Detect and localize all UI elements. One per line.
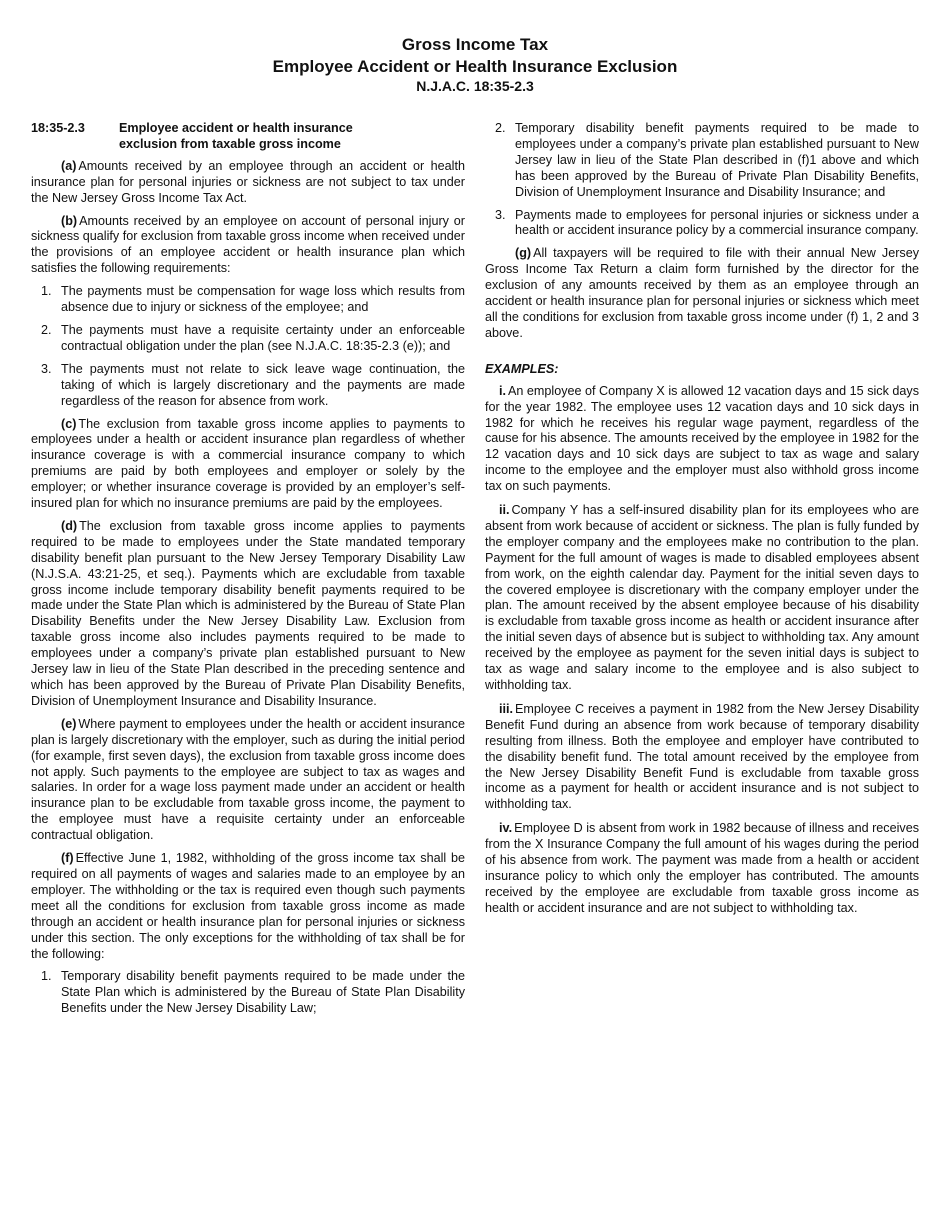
section-number: 18:35-2.3 (31, 121, 85, 135)
paragraph-a (31, 159, 465, 207)
example-i (485, 384, 919, 495)
paragraph-f-list-continued (485, 121, 919, 239)
example-label: ii. (499, 503, 510, 518)
paragraph-f-list (31, 969, 465, 1017)
example-text: An employee of Company X is allowed 12 vacation days and 15 sick days for the year 1982. The employee uses 12 vacation days and 10 sick days in 1982 for which he receives his regular wage payment, regardless of the cause for his absence. The amounts received by the employee in 1982 for the 12 vacation days and 10 sick days are subject to tax as wage and salary income to the employee and the employer must also withhold gross income tax on such payments. (485, 383, 919, 494)
left-column (31, 121, 465, 1024)
section-title-line1: Employee accident or health insurance (119, 121, 353, 135)
list-item-text: Temporary disability benefit payments required to be made to employees under a company’s private plan established pursuant to New Jersey law in lieu of the State Plan described in (f)1 above and which has been approved by the Bureau of Private Plan Disability Benefits, Division of Unemployment Insurance and Disability Insurance; and (515, 121, 919, 199)
list-item-number: 1. (41, 969, 52, 984)
list-item-number: 2. (41, 322, 52, 337)
list-item (31, 323, 465, 355)
example-ii (485, 503, 919, 694)
list-item-text: Payments made to employees for personal injuries or sickness under a health or accident insurance policy by a commercial insurance company. (515, 207, 919, 238)
list-item (31, 362, 465, 410)
paragraph-b-text: Amounts received by an employee on account of personal injury or sickness qualify for exclusion from taxable gross income when received under the provisions of an employee accident or health insurance plan which satisfies the following requirements: (31, 213, 465, 276)
paragraph-g (485, 246, 919, 341)
paragraph-d (31, 519, 465, 710)
example-text: Employee C receives a payment in 1982 from the New Jersey Disability Benefit Fund during an absence from work because of temporary disability resulting from illness. Both the employee and employer have contributed to the disability benefit fund. The total amount received by the employee from the New Jersey Disability Benefit Fund is excludable from taxable gross income as a payment for health or accident insurance and is not subject to withholding tax. (485, 701, 919, 812)
paragraph-e-label: (e) (61, 716, 77, 731)
document-header (0, 34, 950, 95)
list-item (485, 208, 919, 240)
paragraph-e-text: Where payment to employees under the health or accident insurance plan is largely discretionary with the employer, such as during the initial period (for example, first seven days), the exclusion from taxable gross income does not apply. Such payments to the employee are subject to tax as wages and salaries. In order for a wage loss payment made under an accident or health insurance plan to be excludable from taxable gross income, the payment to the employee must have a requisite certainty under an enforceable contractual obligation. (31, 716, 466, 843)
example-text: Employee D is absent from work in 1982 because of illness and receives from the X Insurance Company the full amount of his wages during the period of his absence from work. The payment was made from a health or accident insurance policy to which only the employer has contributed. The amounts received by the employee are excludable from taxable gross income as health or accident insurance and are not subject to withholding tax. (485, 821, 919, 915)
examples-heading: EXAMPLES: (485, 361, 559, 376)
paragraph-c (31, 417, 465, 512)
section-title (119, 121, 465, 153)
paragraph-g-label: (g) (515, 246, 532, 261)
list-item (31, 969, 465, 1017)
example-iv (485, 821, 919, 916)
paragraph-e (31, 717, 465, 844)
list-item-text: The payments must have a requisite certainty under an enforceable contractual obligation under the plan (see N.J.A.C. 18:35-2.3 (e)); and (61, 322, 465, 353)
citation: N.J.A.C. 18:35-2.3 (416, 78, 534, 94)
paragraph-d-label: (d) (61, 518, 78, 533)
list-item-text: The payments must be compensation for wage loss which results from absence due to injury or sickness of the employee; and (61, 284, 465, 315)
paragraph-d-text: The exclusion from taxable gross income applies to payments required to be made to employees under the State mandated temporary disability benefit plan pursuant to the New Jersey Temporary Disability Law (N.J.S.A. 43:21-25, et seq.). Payments which are excludable from taxable gross income include temporary disability benefit payments required to be made under the State Plan which is administered by the Bureau of State Plan Disability Benefits under the New Jersey Disability Law. Exclusion from taxable gross income also includes payments required to be made to employees under a company’s private plan established pursuant to New Jersey law in lieu of the State Plan described in the preceding sentence and which has been approved by the Bureau of Private Plan Disability Benefits, Division of Unemployment Insurance and Disability Insurance. (31, 518, 465, 708)
list-item-number: 3. (41, 361, 52, 376)
section-title-line2: exclusion from taxable gross income (119, 136, 341, 151)
list-item (31, 284, 465, 316)
paragraph-a-label: (a) (61, 158, 77, 173)
right-column (485, 121, 919, 925)
paragraph-a-text: Amounts received by an employee through an accident or health insurance plan for personal injuries or sickness are not subject to tax under the New Jersey Gross Income Tax Act. (31, 158, 465, 205)
example-label: i. (499, 383, 506, 398)
paragraph-c-label: (c) (61, 416, 77, 431)
list-item-number: 2. (495, 121, 506, 135)
paragraph-b-label: (b) (61, 213, 78, 228)
paragraph-b-list (31, 284, 465, 409)
example-text: Company Y has a self-insured disability plan for its employees who are absent from work because of accident or sickness. The plan is fully funded by the employer company and the employees make no contribution to the plan. Payment for the full amount of wages is made to disabled employees absent from work, on the eighth calendar day. Payment for the initial seven days to the covered employee is discretionary with the company employer under the plan. The amount received by the absent employee because of his disability is excludable from taxable gross income as health or accident insurance after the initial seven days of absence but is subject to withholding tax. Any amount received by the employee as payment for the seven initial days is subject to tax as wage and salary income to the employee and is also subject to withholding tax. (485, 503, 919, 692)
list-item-text: Temporary disability benefit payments required to be made under the State Plan which is administered by the Bureau of State Plan Disability Benefits under the New Jersey Disability Law; (61, 969, 465, 1016)
paragraph-g-text: All taxpayers will be required to file with their annual New Jersey Gross Income Tax Return a claim form furnished by the director for the exclusion of any amounts received by them as an employee through an accident or health insurance plan for personal injuries or sickness which meet all the conditions for exclusion from taxable gross income under (f) 1, 2 and 3 above. (485, 246, 919, 340)
list-item (485, 121, 919, 201)
section-heading (31, 121, 465, 153)
paragraph-f-text: Effective June 1, 1982, withholding of the gross income tax shall be required on all payments of wages and salaries made to an employee by an employer. The withholding or the tax is required even though such payments meet all the conditions for exclusion from taxable gross income as made through an accident or health insurance plan for personal injuries or sickness under this section. The only exceptions for the withholding of tax shall be for the following: (31, 851, 465, 961)
example-iii (485, 702, 919, 813)
paragraph-f-label: (f) (61, 851, 74, 866)
title-exclusion: Employee Accident or Health Insurance Exclusion (272, 57, 678, 76)
paragraph-b (31, 214, 465, 278)
paragraph-c-text: The exclusion from taxable gross income applies to payments to employees under a health or accident insurance plan regardless of whether insurance coverage is with a commercial insurance company to which premiums are paid by both employees and employer or solely by the employer; or whether insurance coverage is provided by an employer’s self-insured plan for which no insurance premiums are paid by the employees. (31, 416, 465, 511)
example-label: iii. (499, 701, 513, 716)
title-gross-income-tax: Gross Income Tax (401, 35, 549, 54)
list-item-number: 3. (495, 207, 506, 222)
list-item-number: 1. (41, 284, 52, 299)
list-item-text: The payments must not relate to sick leave wage continuation, the taking of which is largely discretionary and the payments are made regardless of the reason for absence from work. (61, 361, 465, 408)
example-label: iv. (499, 821, 513, 836)
paragraph-f (31, 851, 465, 962)
